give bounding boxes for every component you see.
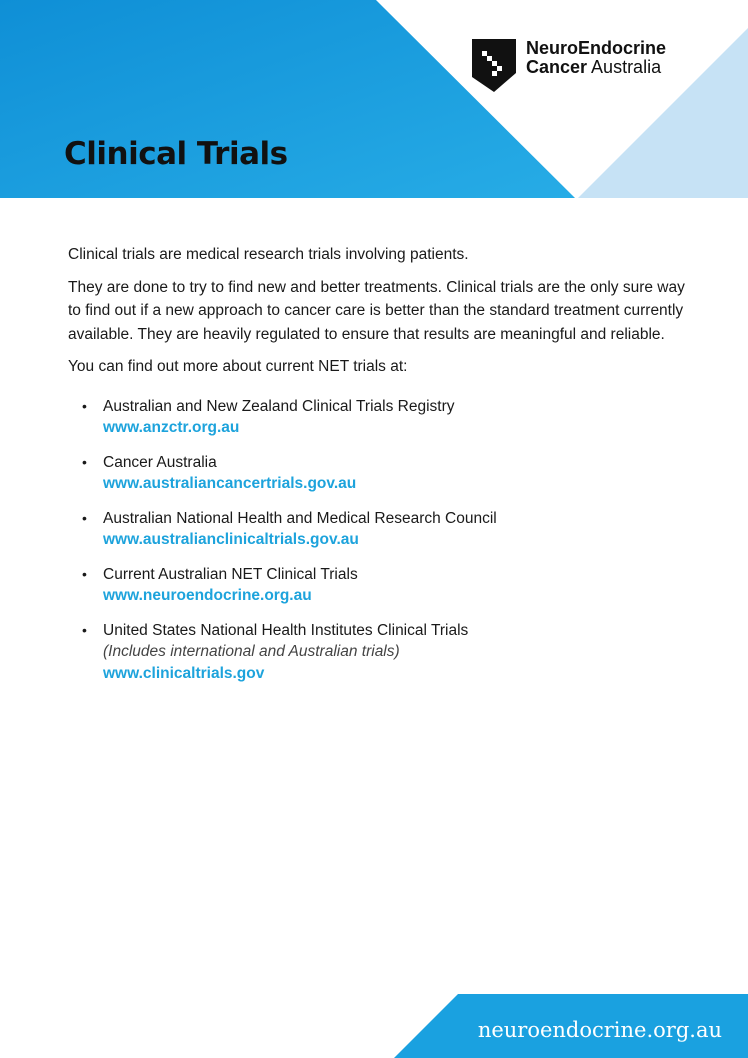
header-banner [0,0,748,198]
logo-line-1: NeuroEndocrine [526,38,667,58]
resource-label: Cancer Australia [103,453,217,471]
bullet: • [82,509,87,526]
list-item [68,620,688,685]
resource-label: United States National Health Institutes Clinical Trials [103,621,469,639]
shield-logo-icon [470,37,518,94]
resource-label: Australian and New Zealand Clinical Trials Registry [103,397,455,415]
main-content [68,243,688,697]
resource-link[interactable]: www.neuroendocrine.org.au [103,587,312,604]
intro-paragraph: Clinical trials are medical research trials involving patients. [68,246,469,263]
lead-paragraph: You can find out more about current NET trials at: [68,358,408,375]
bullet: • [82,453,87,470]
resource-link[interactable]: www.australianclinicaltrials.gov.au [103,531,359,548]
logo-line-2: Cancer Australia [526,57,662,77]
resource-label: Australian National Health and Medical Research Council [103,509,497,527]
logo-wordmark [526,39,666,77]
resource-label: Current Australian NET Clinical Trials [103,565,358,583]
list-item [68,396,688,439]
page-title: Clinical Trials [64,136,288,172]
description-paragraph: They are done to try to find new and better treatments. Clinical trials are the only sure way to find out if a new approach to cancer care is better than the standard treatment currently available. They are heavily regulated to ensure that results are meaningful and reliable. [68,278,685,343]
organization-logo[interactable] [470,37,700,97]
list-item [68,508,688,551]
resource-list [68,396,688,685]
bullet: • [82,397,87,414]
list-item [68,564,688,607]
list-item [68,452,688,495]
footer-banner [0,994,748,1058]
bullet: • [82,565,87,582]
resource-link[interactable]: www.anzctr.org.au [103,419,240,436]
resource-link[interactable]: www.australiancancertrials.gov.au [103,475,357,492]
bullet: • [82,621,87,638]
resource-link[interactable]: www.clinicaltrials.gov [103,664,265,682]
resource-note: (Includes international and Australian trials) [103,643,400,660]
footer-website-link[interactable]: neuroendocrine.org.au [477,1018,722,1042]
